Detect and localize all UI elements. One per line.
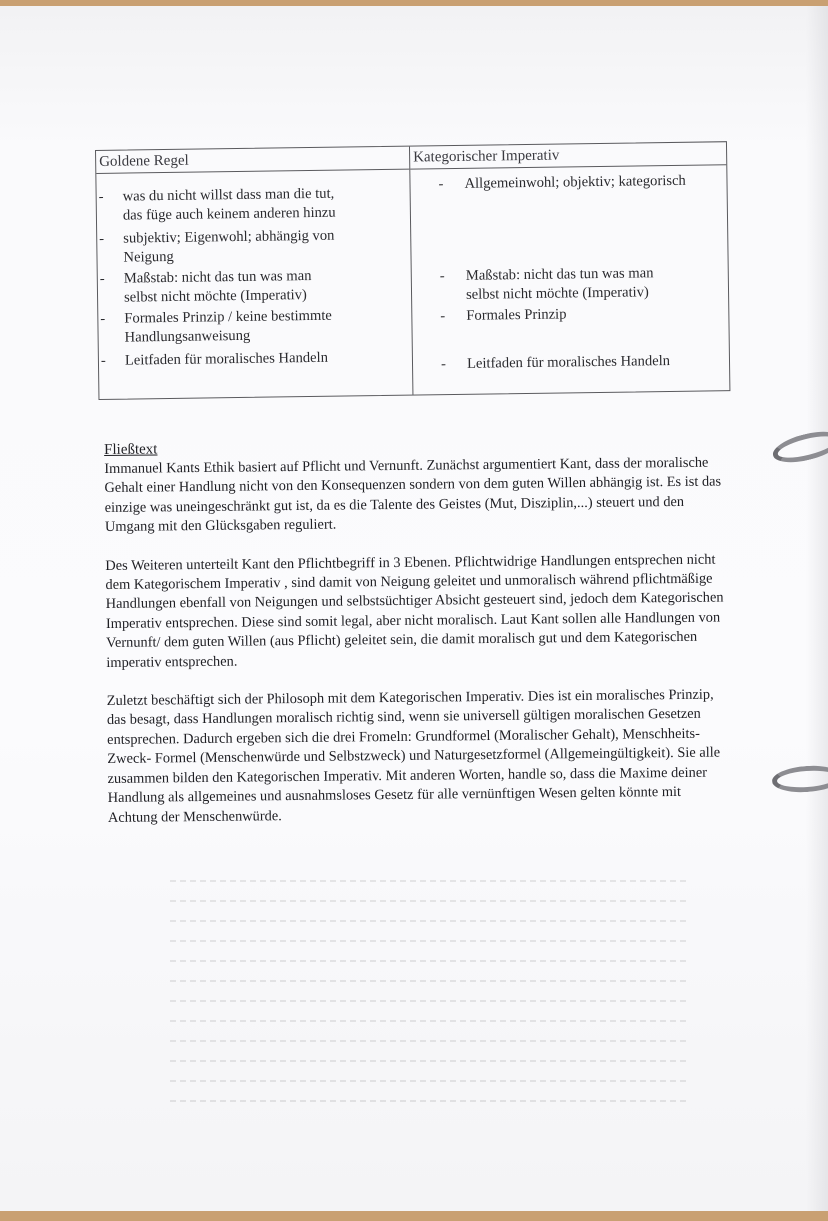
bullet-dash: -: [100, 310, 106, 327]
golden-rule-item: [100, 348, 375, 370]
bullet-dash: -: [439, 268, 445, 285]
categorical-imperative-item-text: Allgemeinwohl; objektiv; kategorisch: [464, 172, 686, 192]
show-through-text: [170, 880, 690, 1180]
comparison-table: [95, 141, 730, 400]
golden-rule-item-text: subjektiv; Eigenwohl; abhängig von Neigung: [123, 227, 335, 266]
bullet-dash: -: [99, 270, 105, 287]
golden-rule-item-text: Leitfaden für moralisches Handeln: [124, 349, 329, 369]
golden-rule-item: [99, 266, 375, 307]
golden-rule-item-text: was du nicht willst dass man die tut, das füge auch keinem anderen hinzu: [122, 185, 336, 224]
bullet-dash: -: [438, 176, 444, 193]
categorical-imperative-column: [410, 142, 729, 394]
golden-rule-item-text: Maßstab: nicht das tun was man selbst nicht möchte (Imperativ): [123, 267, 312, 306]
bullet-dash: -: [440, 308, 446, 325]
binder-ring-bottom: [771, 764, 828, 795]
categorical-imperative-item-text: Formales Prinzip: [466, 306, 567, 324]
categorical-imperative-item: [438, 171, 734, 194]
bullet-dash: -: [99, 230, 105, 247]
flowtext-paragraph-3: Zuletzt beschäftigt sich der Philosoph mit dem Kategorischen Imperativ. Dies ist ein moralisches Prinzip, das besagt, dass Handlungen moralisch richtig sind, wenn sie universell gültigen moralischen Gesetzen entsprechen. Dadurch ergeben sich die drei Fromeln: Grundformel (Moralischer Gehalt), Menschheits-Zweck- Formel (Menschenwürde und Selbstzweck) und Naturgesetzformel (Allgemeingültigkeit). Sie alle zusammen bilden den Kategorischen Imperativ. Mit anderen Worten, handle so, dass die Maxime deiner Handlung als allgemeines und ausnahmsloses Gesetz für alle vernünftigen Wesen gelten könnte mit Achtung der Menschenwürde.: [106, 686, 721, 826]
page-edge-shadow: [806, 6, 828, 1211]
golden-rule-item: [99, 226, 374, 267]
categorical-imperative-item: [440, 351, 737, 374]
golden-rule-item: [100, 306, 375, 347]
flowtext-section: [104, 434, 728, 847]
golden-rule-header: Goldene Regel: [96, 147, 409, 174]
categorical-imperative-item: [439, 263, 737, 305]
flowtext-paragraph-2: Des Weiteren unterteilt Kant den Pflichtbegriff in 3 Ebenen. Pflichtwidrige Handlungen entsprechen nicht dem Kategorischem Imperativ , sind damit von Neigung geleitet und unmoralisch während pflichtmäßige Handlungen ebenfall von Neigungen und selbstsüchtiger Absicht gesteuert sind, jedoch dem Kategorischen Imperativ entsprechen. Diese sind somit legal, aber nicht moralisch. Laut Kant sollen alle Handlungen von Vernunft/ dem guten Willen (aus Pflicht) geleitet sein, die damit moralisch gut und dem Kategorischen imperativ entsprechen.: [105, 551, 724, 671]
categorical-imperative-item-text: Maßstab: nicht das tun was man selbst nicht möchte (Imperativ): [465, 265, 654, 303]
golden-rule-item: [98, 184, 374, 225]
bullet-dash: -: [100, 352, 106, 369]
flowtext-title: Fließtext: [104, 441, 158, 458]
bullet-dash: -: [440, 356, 447, 373]
golden-rule-item-text: Formales Prinzip / keine bestimmte Handlungsanweisung: [124, 307, 332, 346]
golden-rule-column: [96, 147, 413, 399]
categorical-imperative-header: Kategorischer Imperativ: [410, 142, 726, 169]
bullet-dash: -: [98, 188, 104, 205]
categorical-imperative-item: [440, 303, 736, 326]
categorical-imperative-item-text: Leitfaden für moralisches Handeln: [466, 352, 671, 372]
flowtext-paragraph-1: Immanuel Kants Ethik basiert auf Pflicht und Vernunft. Zunächst argumentiert Kant, dass der moralische Gehalt einer Handlung nicht von den Konsequenzen sondern von dem guten Willen abhängig ist. Es ist das einzige was uneingeschränkt gut ist, da es die Talente des Geistes (Mut, Disziplin,...) steuert und den Umgang mit den Glücksgaben reguliert.: [104, 454, 722, 536]
